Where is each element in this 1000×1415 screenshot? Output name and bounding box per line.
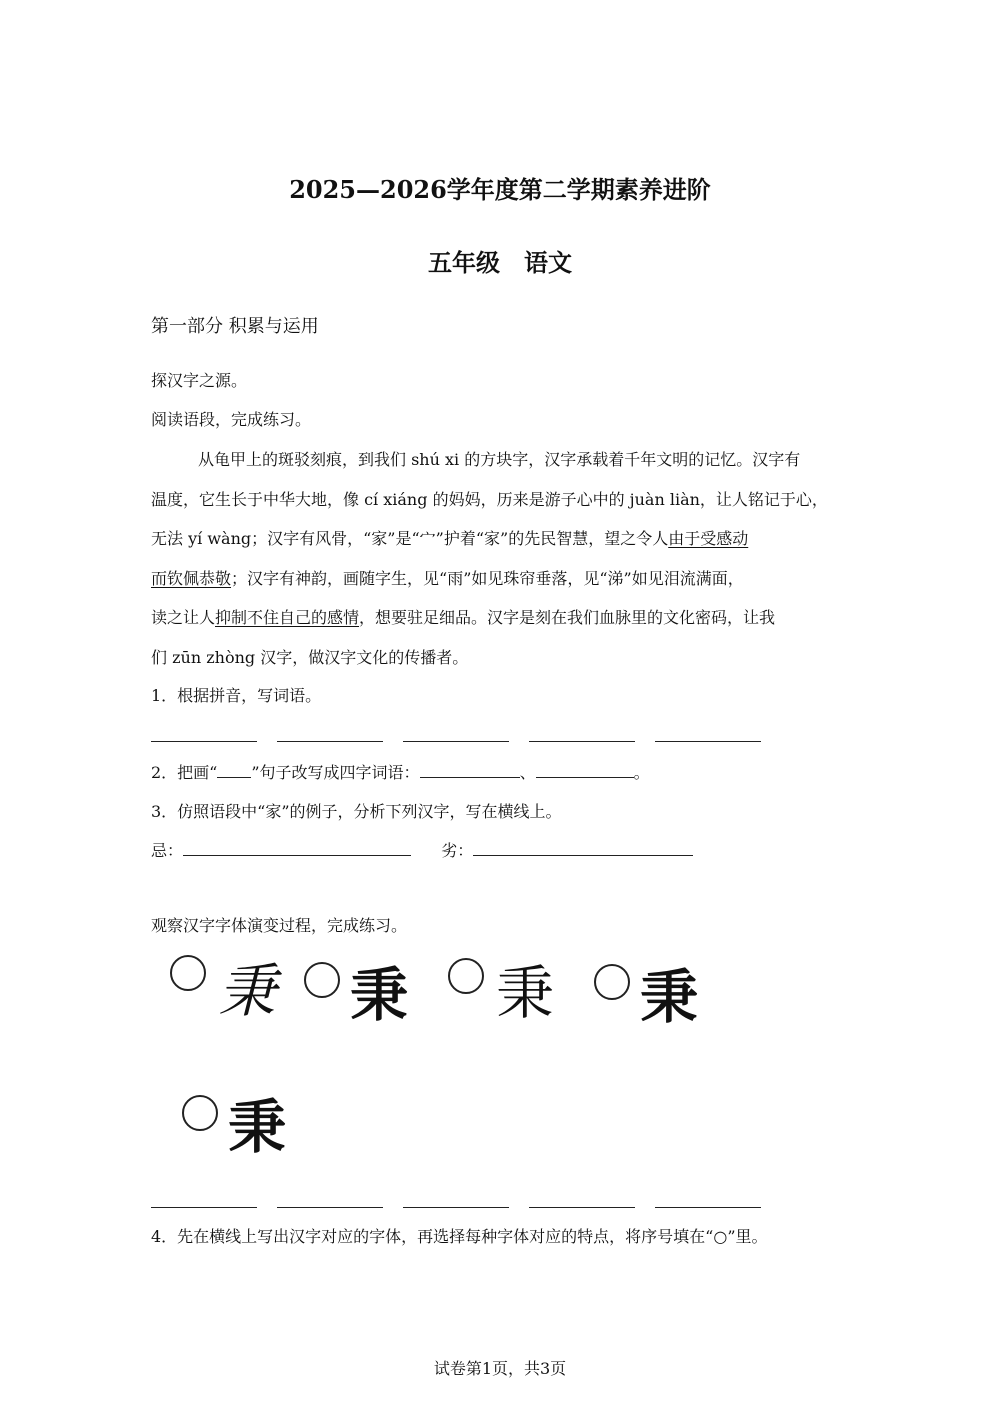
answer-blank[interactable]	[277, 740, 383, 742]
question-4: 4．先在横线上写出汉字对应的字体，再选择每种字体对应的特点，将序号填在“○”里。	[151, 1227, 768, 1246]
underlined-phrase: 由于受感动	[668, 529, 749, 548]
instruction-line: 阅读语段，完成练习。	[151, 410, 312, 429]
q3-char-label: 忌：	[151, 841, 184, 860]
reading-passage	[151, 440, 853, 677]
q4-answer-blanks	[151, 1206, 761, 1208]
underlined-phrase: 而钦佩恭敬	[151, 568, 232, 588]
passage-line-5	[151, 598, 853, 638]
q1-answer-blanks	[151, 740, 761, 742]
passage-line-1: 从龟甲上的斑驳刻痕，到我们 shú xi 的方块字，汉字承载着千年文明的记忆。汉字有	[198, 450, 801, 469]
oracle-bone-glyph: 秉	[218, 957, 277, 1025]
q3-char-label: 劣：	[441, 841, 474, 860]
answer-blank[interactable]	[277, 1206, 383, 1208]
underline-marker	[217, 763, 251, 778]
answer-blank[interactable]	[420, 763, 520, 778]
passage-line-3	[151, 519, 853, 559]
q2-separator: 、	[519, 763, 536, 782]
answer-circle[interactable]	[182, 1095, 218, 1131]
clerical-script-glyph: 秉	[640, 963, 699, 1031]
passage-line-2: 温度，它生长于中华大地，像 cí xiáng 的妈妈，历来是游子心中的 juàn liàn，让人铭记于心，	[151, 489, 828, 509]
document-subtitle: 五年级 语文	[428, 248, 572, 277]
section-heading: 第一部分 积累与运用	[151, 316, 319, 337]
answer-circle[interactable]	[448, 958, 484, 994]
q2-text: 2．把画“	[151, 763, 218, 782]
answer-circle[interactable]	[594, 964, 630, 1000]
answer-blank[interactable]	[655, 1206, 761, 1208]
underlined-phrase: 抑制不住自己的感情	[215, 608, 360, 627]
passage-text: 无法 yí wàng；汉字有风骨，“家”是“宀”护着“家”的先民智慧，望之令人	[151, 529, 669, 548]
answer-blank[interactable]	[655, 740, 761, 742]
passage-text: ；汉字有神韵，画随字生，见“雨”如见珠帘垂落，见“涕”如见泪流满面，	[231, 568, 744, 588]
answer-blank[interactable]	[473, 841, 693, 856]
document-title: 2025—2026学年度第二学期素养进阶	[289, 175, 711, 204]
passage-line-6: 们 zūn zhòng 汉字，做汉字文化的传播者。	[151, 647, 469, 667]
q2-text: ”句子改写成四字词语：	[251, 763, 420, 782]
answer-circle[interactable]	[170, 955, 206, 991]
answer-circle[interactable]	[304, 962, 340, 998]
passage-line-4	[151, 559, 853, 599]
q3-answers	[151, 841, 693, 861]
topic-line: 探汉字之源。	[151, 371, 248, 390]
answer-blank[interactable]	[529, 740, 635, 742]
answer-blank[interactable]	[183, 841, 411, 856]
answer-blank[interactable]	[403, 740, 509, 742]
seal-script-glyph: 秉	[496, 959, 555, 1027]
passage-text: 读之让人	[151, 608, 216, 627]
observe-instruction: 观察汉字字体演变过程，完成练习。	[151, 916, 408, 935]
passage-text: ，想要驻足细品。汉字是刻在我们血脉里的文化密码，让我	[359, 608, 776, 627]
bronze-script-glyph: 秉	[350, 961, 409, 1029]
q2-end: 。	[633, 763, 650, 782]
answer-blank[interactable]	[151, 740, 257, 742]
answer-blank[interactable]	[403, 1206, 509, 1208]
question-1: 1．根据拼音，写词语。	[151, 686, 322, 705]
answer-blank[interactable]	[529, 1206, 635, 1208]
answer-blank[interactable]	[536, 763, 634, 778]
regular-script-glyph: 秉	[228, 1093, 287, 1161]
page-footer: 试卷第1页，共3页	[433, 1359, 567, 1378]
answer-blank[interactable]	[151, 1206, 257, 1208]
question-2	[151, 763, 650, 783]
question-3: 3．仿照语段中“家”的例子，分析下列汉字，写在横线上。	[151, 802, 562, 821]
